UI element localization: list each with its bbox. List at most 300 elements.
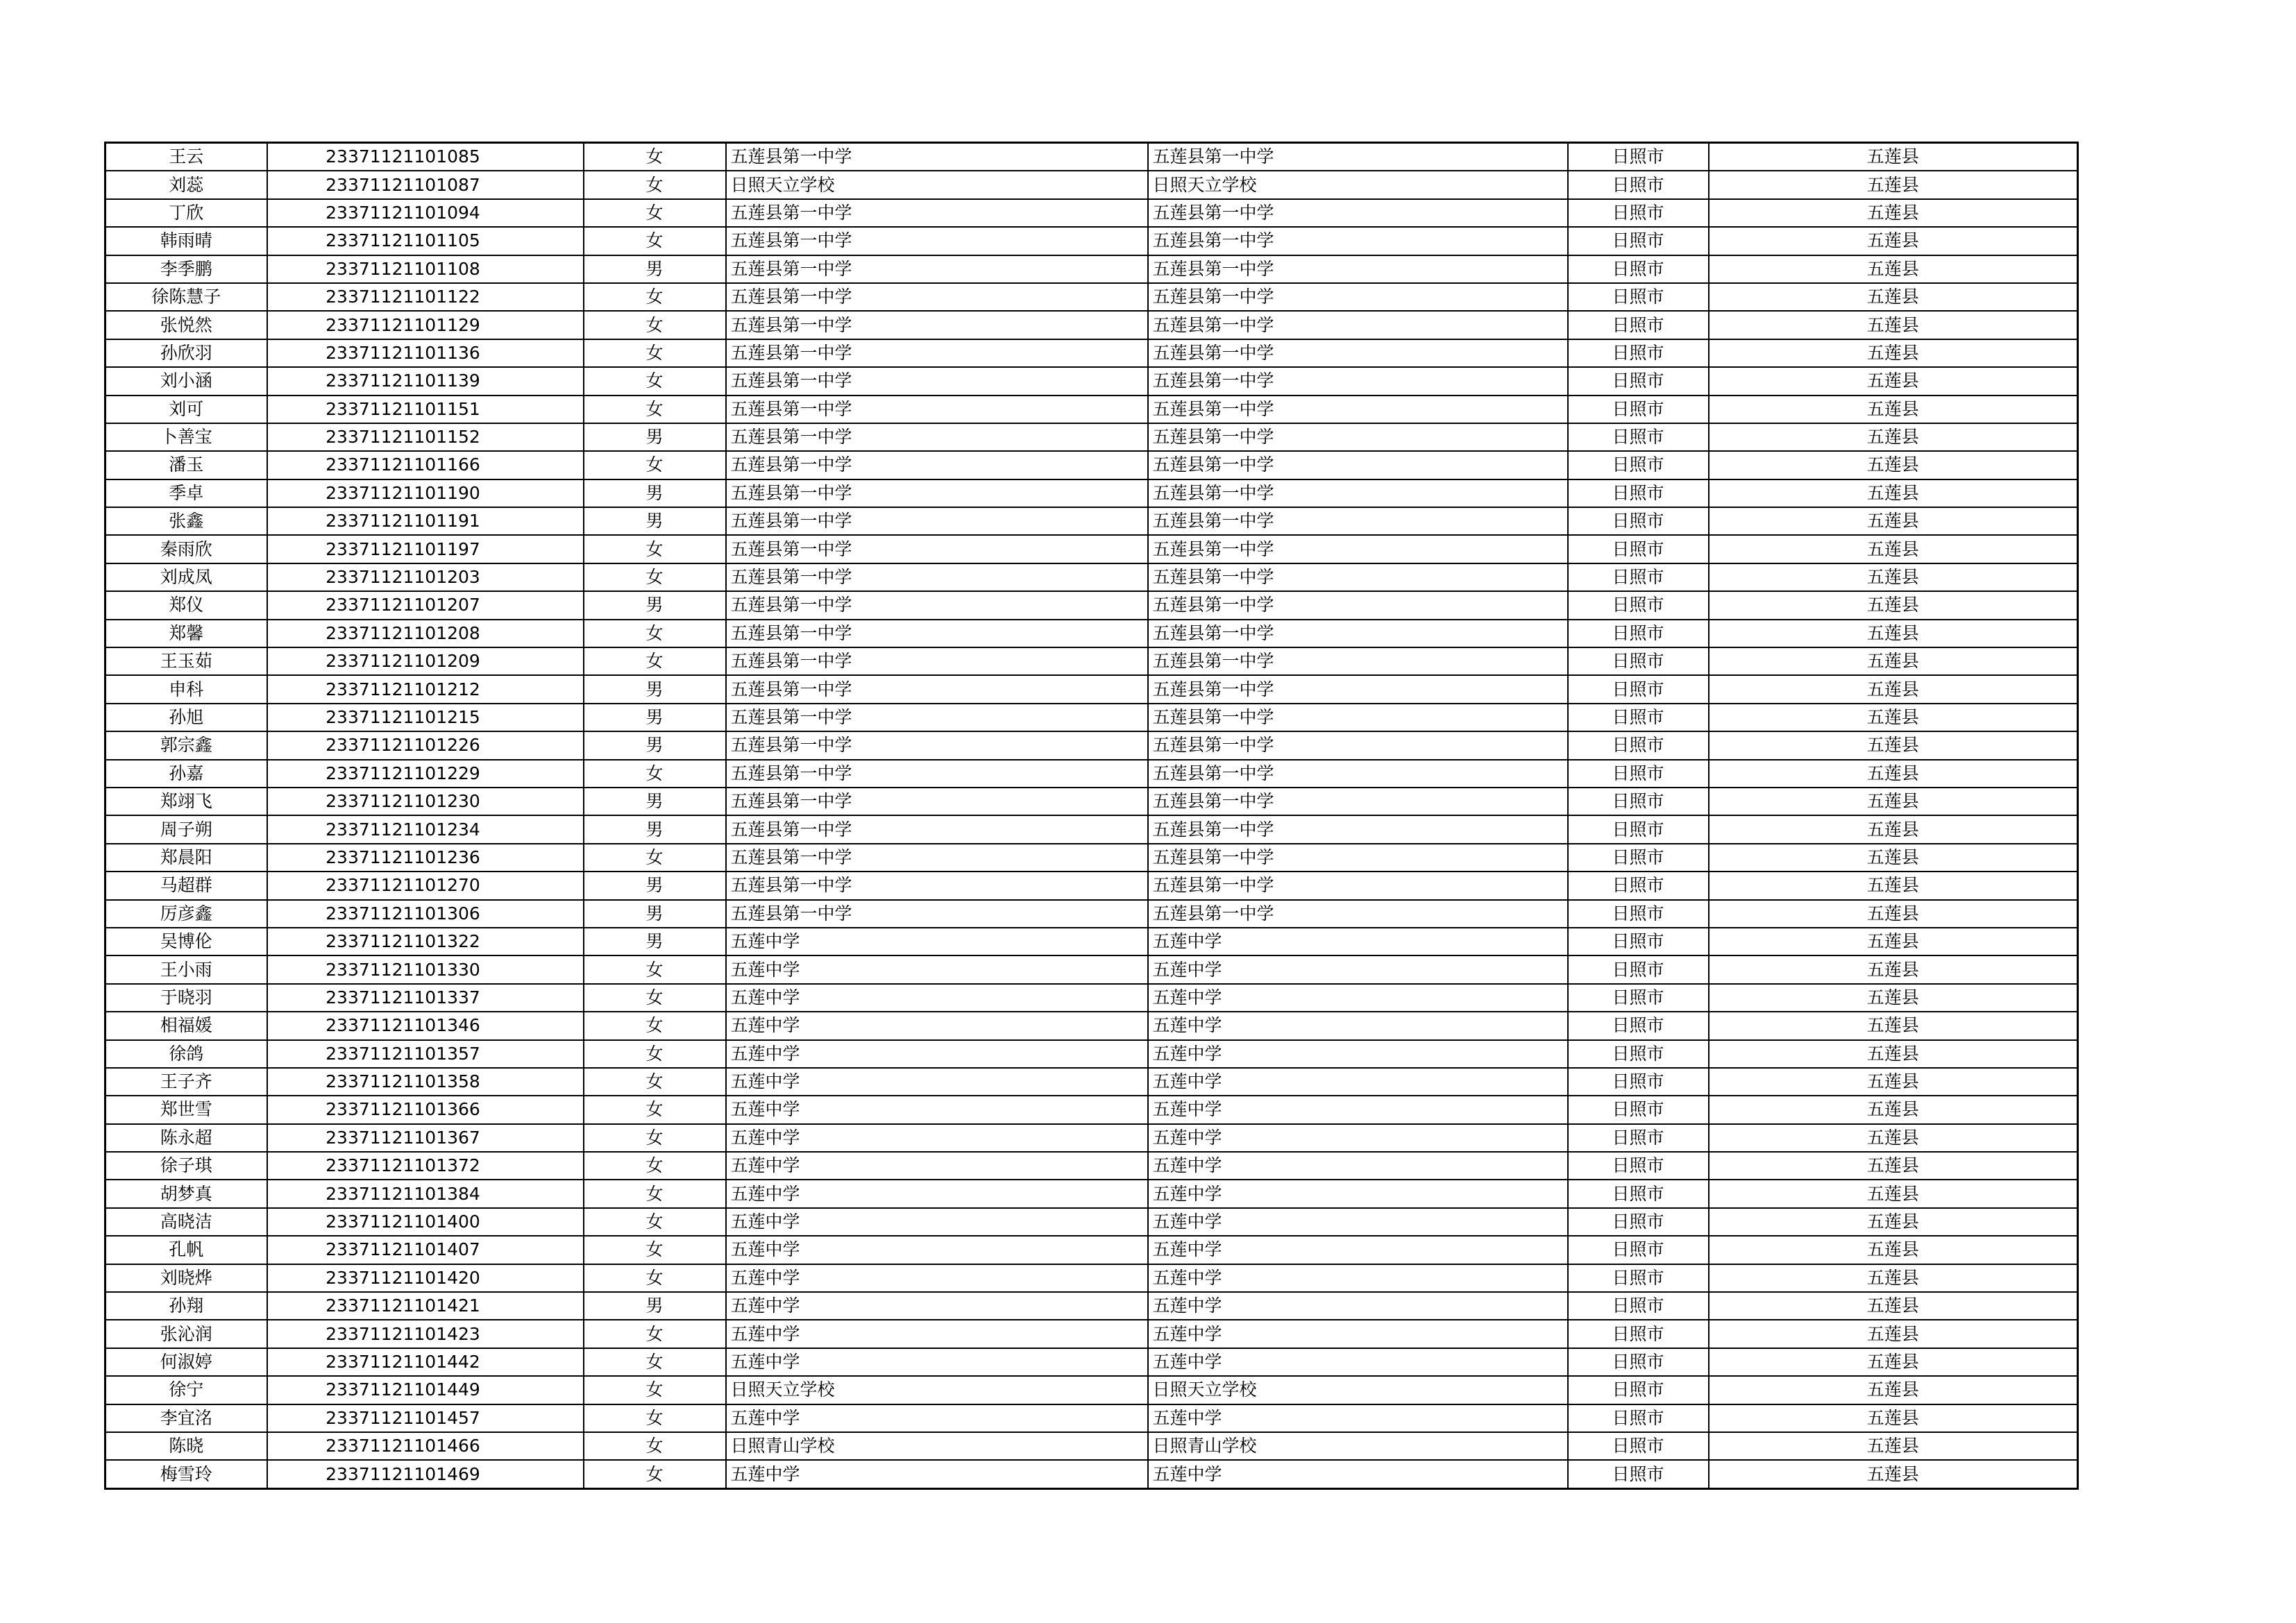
registration-school-cell: 五莲县第一中学: [1148, 563, 1568, 591]
name-cell: 郑晨阳: [105, 844, 267, 872]
gender-cell: 女: [584, 1180, 726, 1207]
registration-school-cell: 五莲中学: [1148, 928, 1568, 955]
county-cell: 五莲县: [1709, 1040, 2078, 1068]
city-cell: 日照市: [1568, 900, 1709, 928]
gender-cell: 男: [584, 423, 726, 451]
school-cell: 五莲县第一中学: [726, 507, 1148, 535]
gender-cell: 女: [584, 1068, 726, 1096]
county-cell: 五莲县: [1709, 171, 2078, 198]
county-cell: 五莲县: [1709, 227, 2078, 255]
name-cell: 刘蕊: [105, 171, 267, 198]
exam-id-cell: 23371121101203: [267, 563, 584, 591]
registration-school-cell: 五莲县第一中学: [1148, 143, 1568, 171]
city-cell: 日照市: [1568, 451, 1709, 479]
city-cell: 日照市: [1568, 1152, 1709, 1180]
name-cell: 孙翔: [105, 1292, 267, 1320]
school-cell: 五莲县第一中学: [726, 760, 1148, 788]
gender-cell: 女: [584, 396, 726, 423]
city-cell: 日照市: [1568, 647, 1709, 675]
gender-cell: 男: [584, 872, 726, 899]
name-cell: 李宜洺: [105, 1404, 267, 1432]
school-cell: 五莲县第一中学: [726, 367, 1148, 395]
exam-id-cell: 23371121101449: [267, 1376, 584, 1404]
exam-id-cell: 23371121101442: [267, 1348, 584, 1376]
name-cell: 郑馨: [105, 620, 267, 647]
table-row: [105, 1432, 2078, 1460]
gender-cell: 女: [584, 311, 726, 339]
city-cell: 日照市: [1568, 984, 1709, 1012]
exam-id-cell: 23371121101270: [267, 872, 584, 899]
registration-school-cell: 五莲中学: [1148, 1012, 1568, 1039]
registration-school-cell: 五莲县第一中学: [1148, 788, 1568, 815]
school-cell: 五莲县第一中学: [726, 647, 1148, 675]
name-cell: 李季鹏: [105, 255, 267, 283]
exam-id-cell: 23371121101423: [267, 1320, 584, 1348]
city-cell: 日照市: [1568, 760, 1709, 788]
name-cell: 卜善宝: [105, 423, 267, 451]
school-cell: 五莲中学: [726, 1096, 1148, 1123]
gender-cell: 男: [584, 255, 726, 283]
gender-cell: 女: [584, 171, 726, 198]
registration-school-cell: 五莲县第一中学: [1148, 815, 1568, 843]
gender-cell: 女: [584, 620, 726, 647]
exam-id-cell: 23371121101230: [267, 788, 584, 815]
name-cell: 郭宗鑫: [105, 731, 267, 759]
city-cell: 日照市: [1568, 171, 1709, 198]
table-row: [105, 227, 2078, 255]
table-row: [105, 451, 2078, 479]
school-cell: 五莲中学: [726, 1180, 1148, 1207]
county-cell: 五莲县: [1709, 1292, 2078, 1320]
school-cell: 五莲县第一中学: [726, 563, 1148, 591]
exam-id-cell: 23371121101457: [267, 1404, 584, 1432]
school-cell: 五莲中学: [726, 1460, 1148, 1488]
county-cell: 五莲县: [1709, 255, 2078, 283]
school-cell: 日照天立学校: [726, 1376, 1148, 1404]
table-row: [105, 984, 2078, 1012]
city-cell: 日照市: [1568, 591, 1709, 619]
exam-id-cell: 23371121101234: [267, 815, 584, 843]
registration-school-cell: 五莲中学: [1148, 1152, 1568, 1180]
table-row: [105, 815, 2078, 843]
school-cell: 五莲县第一中学: [726, 535, 1148, 563]
county-cell: 五莲县: [1709, 1376, 2078, 1404]
county-cell: 五莲县: [1709, 844, 2078, 872]
exam-id-cell: 23371121101421: [267, 1292, 584, 1320]
table-row: [105, 1012, 2078, 1039]
gender-cell: 女: [584, 1376, 726, 1404]
school-cell: 五莲县第一中学: [726, 423, 1148, 451]
gender-cell: 女: [584, 984, 726, 1012]
table-row: [105, 704, 2078, 731]
county-cell: 五莲县: [1709, 984, 2078, 1012]
exam-id-cell: 23371121101094: [267, 199, 584, 227]
exam-id-cell: 23371121101122: [267, 283, 584, 311]
county-cell: 五莲县: [1709, 1320, 2078, 1348]
exam-id-cell: 23371121101151: [267, 396, 584, 423]
county-cell: 五莲县: [1709, 311, 2078, 339]
table-row: [105, 1320, 2078, 1348]
gender-cell: 女: [584, 1264, 726, 1292]
table-row: [105, 788, 2078, 815]
gender-cell: 男: [584, 900, 726, 928]
table-row: [105, 283, 2078, 311]
city-cell: 日照市: [1568, 1236, 1709, 1264]
table-row: [105, 171, 2078, 198]
name-cell: 刘晓烨: [105, 1264, 267, 1292]
exam-id-cell: 23371121101337: [267, 984, 584, 1012]
city-cell: 日照市: [1568, 815, 1709, 843]
exam-id-cell: 23371121101226: [267, 731, 584, 759]
county-cell: 五莲县: [1709, 1068, 2078, 1096]
exam-id-cell: 23371121101469: [267, 1460, 584, 1488]
gender-cell: 男: [584, 507, 726, 535]
registration-school-cell: 五莲县第一中学: [1148, 311, 1568, 339]
registration-school-cell: 五莲县第一中学: [1148, 199, 1568, 227]
name-cell: 孙欣羽: [105, 339, 267, 367]
city-cell: 日照市: [1568, 423, 1709, 451]
school-cell: 五莲中学: [726, 1320, 1148, 1348]
name-cell: 徐宁: [105, 1376, 267, 1404]
name-cell: 陈永超: [105, 1124, 267, 1152]
school-cell: 五莲中学: [726, 1124, 1148, 1152]
gender-cell: 女: [584, 1404, 726, 1432]
registration-school-cell: 五莲县第一中学: [1148, 396, 1568, 423]
school-cell: 五莲中学: [726, 955, 1148, 983]
name-cell: 申科: [105, 675, 267, 703]
name-cell: 高晓洁: [105, 1208, 267, 1236]
exam-id-cell: 23371121101215: [267, 704, 584, 731]
name-cell: 孙旭: [105, 704, 267, 731]
exam-id-cell: 23371121101191: [267, 507, 584, 535]
school-cell: 五莲县第一中学: [726, 872, 1148, 899]
school-cell: 五莲中学: [726, 928, 1148, 955]
city-cell: 日照市: [1568, 199, 1709, 227]
exam-id-cell: 23371121101152: [267, 423, 584, 451]
school-cell: 五莲县第一中学: [726, 227, 1148, 255]
school-cell: 五莲县第一中学: [726, 704, 1148, 731]
name-cell: 徐子琪: [105, 1152, 267, 1180]
gender-cell: 男: [584, 1292, 726, 1320]
county-cell: 五莲县: [1709, 900, 2078, 928]
registration-school-cell: 五莲中学: [1148, 1180, 1568, 1207]
registration-school-cell: 五莲中学: [1148, 1404, 1568, 1432]
gender-cell: 女: [584, 563, 726, 591]
registration-school-cell: 五莲县第一中学: [1148, 760, 1568, 788]
registration-school-cell: 五莲县第一中学: [1148, 900, 1568, 928]
city-cell: 日照市: [1568, 563, 1709, 591]
city-cell: 日照市: [1568, 1180, 1709, 1207]
name-cell: 刘可: [105, 396, 267, 423]
gender-cell: 女: [584, 1124, 726, 1152]
table-row: [105, 675, 2078, 703]
registration-school-cell: 五莲中学: [1148, 955, 1568, 983]
school-cell: 五莲中学: [726, 1012, 1148, 1039]
school-cell: 五莲中学: [726, 1152, 1148, 1180]
county-cell: 五莲县: [1709, 199, 2078, 227]
city-cell: 日照市: [1568, 1040, 1709, 1068]
exam-id-cell: 23371121101358: [267, 1068, 584, 1096]
gender-cell: 女: [584, 1096, 726, 1123]
registration-school-cell: 五莲县第一中学: [1148, 675, 1568, 703]
registration-school-cell: 五莲中学: [1148, 1208, 1568, 1236]
gender-cell: 女: [584, 647, 726, 675]
table-row: [105, 760, 2078, 788]
gender-cell: 男: [584, 788, 726, 815]
gender-cell: 女: [584, 1432, 726, 1460]
city-cell: 日照市: [1568, 507, 1709, 535]
table-row: [105, 1348, 2078, 1376]
registration-school-cell: 五莲县第一中学: [1148, 647, 1568, 675]
gender-cell: 女: [584, 199, 726, 227]
school-cell: 五莲县第一中学: [726, 479, 1148, 507]
exam-id-cell: 23371121101105: [267, 227, 584, 255]
school-cell: 五莲县第一中学: [726, 283, 1148, 311]
table-row: [105, 143, 2078, 171]
county-cell: 五莲县: [1709, 143, 2078, 171]
county-cell: 五莲县: [1709, 563, 2078, 591]
exam-id-cell: 23371121101466: [267, 1432, 584, 1460]
table-row: [105, 620, 2078, 647]
gender-cell: 女: [584, 283, 726, 311]
table-row: [105, 1180, 2078, 1207]
county-cell: 五莲县: [1709, 423, 2078, 451]
school-cell: 五莲中学: [726, 1292, 1148, 1320]
name-cell: 郑翊飞: [105, 788, 267, 815]
table-row: [105, 591, 2078, 619]
gender-cell: 女: [584, 1320, 726, 1348]
school-cell: 五莲县第一中学: [726, 451, 1148, 479]
county-cell: 五莲县: [1709, 1208, 2078, 1236]
name-cell: 周子朔: [105, 815, 267, 843]
county-cell: 五莲县: [1709, 1460, 2078, 1488]
name-cell: 于晓羽: [105, 984, 267, 1012]
school-cell: 五莲县第一中学: [726, 311, 1148, 339]
exam-id-cell: 23371121101207: [267, 591, 584, 619]
gender-cell: 男: [584, 815, 726, 843]
city-cell: 日照市: [1568, 1264, 1709, 1292]
name-cell: 潘玉: [105, 451, 267, 479]
gender-cell: 男: [584, 928, 726, 955]
name-cell: 王子齐: [105, 1068, 267, 1096]
exam-id-cell: 23371121101197: [267, 535, 584, 563]
name-cell: 季卓: [105, 479, 267, 507]
county-cell: 五莲县: [1709, 1124, 2078, 1152]
table-row: [105, 900, 2078, 928]
county-cell: 五莲县: [1709, 283, 2078, 311]
registration-school-cell: 五莲县第一中学: [1148, 227, 1568, 255]
city-cell: 日照市: [1568, 1460, 1709, 1488]
table-row: [105, 563, 2078, 591]
school-cell: 五莲中学: [726, 1068, 1148, 1096]
school-cell: 五莲县第一中学: [726, 788, 1148, 815]
city-cell: 日照市: [1568, 844, 1709, 872]
gender-cell: 女: [584, 143, 726, 171]
name-cell: 张鑫: [105, 507, 267, 535]
exam-id-cell: 23371121101322: [267, 928, 584, 955]
gender-cell: 女: [584, 1348, 726, 1376]
registration-school-cell: 五莲中学: [1148, 1236, 1568, 1264]
name-cell: 韩雨晴: [105, 227, 267, 255]
name-cell: 郑仪: [105, 591, 267, 619]
table-row: [105, 311, 2078, 339]
exam-id-cell: 23371121101212: [267, 675, 584, 703]
table-row: [105, 535, 2078, 563]
county-cell: 五莲县: [1709, 1236, 2078, 1264]
table-row: [105, 1152, 2078, 1180]
registration-school-cell: 五莲县第一中学: [1148, 339, 1568, 367]
city-cell: 日照市: [1568, 227, 1709, 255]
name-cell: 孔帆: [105, 1236, 267, 1264]
name-cell: 相福媛: [105, 1012, 267, 1039]
name-cell: 王玉茹: [105, 647, 267, 675]
city-cell: 日照市: [1568, 675, 1709, 703]
exam-id-cell: 23371121101108: [267, 255, 584, 283]
gender-cell: 女: [584, 535, 726, 563]
registration-school-cell: 五莲县第一中学: [1148, 731, 1568, 759]
registration-school-cell: 五莲中学: [1148, 1068, 1568, 1096]
name-cell: 何淑婷: [105, 1348, 267, 1376]
name-cell: 厉彦鑫: [105, 900, 267, 928]
registration-school-cell: 五莲县第一中学: [1148, 507, 1568, 535]
registration-school-cell: 五莲县第一中学: [1148, 283, 1568, 311]
name-cell: 陈晓: [105, 1432, 267, 1460]
school-cell: 五莲县第一中学: [726, 143, 1148, 171]
county-cell: 五莲县: [1709, 1180, 2078, 1207]
county-cell: 五莲县: [1709, 339, 2078, 367]
county-cell: 五莲县: [1709, 367, 2078, 395]
name-cell: 王云: [105, 143, 267, 171]
table-row: [105, 1236, 2078, 1264]
name-cell: 梅雪玲: [105, 1460, 267, 1488]
name-cell: 马超群: [105, 872, 267, 899]
city-cell: 日照市: [1568, 1292, 1709, 1320]
exam-id-cell: 23371121101407: [267, 1236, 584, 1264]
gender-cell: 男: [584, 675, 726, 703]
name-cell: 郑世雪: [105, 1096, 267, 1123]
table-row: [105, 1208, 2078, 1236]
city-cell: 日照市: [1568, 928, 1709, 955]
school-cell: 五莲县第一中学: [726, 675, 1148, 703]
registration-school-cell: 五莲县第一中学: [1148, 620, 1568, 647]
registration-school-cell: 五莲县第一中学: [1148, 704, 1568, 731]
school-cell: 日照天立学校: [726, 171, 1148, 198]
school-cell: 五莲中学: [726, 1264, 1148, 1292]
school-cell: 五莲县第一中学: [726, 255, 1148, 283]
table-row: [105, 367, 2078, 395]
city-cell: 日照市: [1568, 1096, 1709, 1123]
county-cell: 五莲县: [1709, 591, 2078, 619]
city-cell: 日照市: [1568, 788, 1709, 815]
registration-school-cell: 五莲县第一中学: [1148, 535, 1568, 563]
table-row: [105, 507, 2078, 535]
city-cell: 日照市: [1568, 311, 1709, 339]
exam-id-cell: 23371121101366: [267, 1096, 584, 1123]
table-row: [105, 199, 2078, 227]
table-row: [105, 844, 2078, 872]
registration-school-cell: 五莲中学: [1148, 1348, 1568, 1376]
registration-school-cell: 五莲中学: [1148, 1096, 1568, 1123]
table-row: [105, 339, 2078, 367]
gender-cell: 女: [584, 955, 726, 983]
school-cell: 五莲中学: [726, 1236, 1148, 1264]
county-cell: 五莲县: [1709, 928, 2078, 955]
exam-id-cell: 23371121101372: [267, 1152, 584, 1180]
table-row: [105, 1068, 2078, 1096]
city-cell: 日照市: [1568, 1068, 1709, 1096]
county-cell: 五莲县: [1709, 731, 2078, 759]
county-cell: 五莲县: [1709, 1012, 2078, 1039]
table-row: [105, 423, 2078, 451]
exam-id-cell: 23371121101400: [267, 1208, 584, 1236]
exam-id-cell: 23371121101087: [267, 171, 584, 198]
registration-school-cell: 五莲县第一中学: [1148, 423, 1568, 451]
county-cell: 五莲县: [1709, 815, 2078, 843]
city-cell: 日照市: [1568, 535, 1709, 563]
county-cell: 五莲县: [1709, 1096, 2078, 1123]
registration-school-cell: 日照青山学校: [1148, 1432, 1568, 1460]
school-cell: 五莲县第一中学: [726, 815, 1148, 843]
registration-school-cell: 五莲中学: [1148, 1292, 1568, 1320]
city-cell: 日照市: [1568, 1012, 1709, 1039]
city-cell: 日照市: [1568, 872, 1709, 899]
gender-cell: 男: [584, 704, 726, 731]
school-cell: 五莲县第一中学: [726, 844, 1148, 872]
gender-cell: 女: [584, 367, 726, 395]
exam-id-cell: 23371121101190: [267, 479, 584, 507]
county-cell: 五莲县: [1709, 675, 2078, 703]
registration-school-cell: 五莲县第一中学: [1148, 451, 1568, 479]
table-row: [105, 1404, 2078, 1432]
school-cell: 五莲中学: [726, 1348, 1148, 1376]
city-cell: 日照市: [1568, 704, 1709, 731]
county-cell: 五莲县: [1709, 396, 2078, 423]
table-row: [105, 731, 2078, 759]
registration-school-cell: 日照天立学校: [1148, 1376, 1568, 1404]
exam-id-cell: 23371121101229: [267, 760, 584, 788]
gender-cell: 男: [584, 731, 726, 759]
name-cell: 张悦然: [105, 311, 267, 339]
gender-cell: 女: [584, 1152, 726, 1180]
gender-cell: 女: [584, 1040, 726, 1068]
school-cell: 五莲县第一中学: [726, 591, 1148, 619]
county-cell: 五莲县: [1709, 479, 2078, 507]
table-row: [105, 1292, 2078, 1320]
gender-cell: 女: [584, 1012, 726, 1039]
city-cell: 日照市: [1568, 1404, 1709, 1432]
city-cell: 日照市: [1568, 283, 1709, 311]
gender-cell: 女: [584, 227, 726, 255]
name-cell: 胡梦真: [105, 1180, 267, 1207]
registration-school-cell: 五莲县第一中学: [1148, 367, 1568, 395]
name-cell: 徐鸽: [105, 1040, 267, 1068]
school-cell: 五莲中学: [726, 984, 1148, 1012]
school-cell: 五莲中学: [726, 1404, 1148, 1432]
exam-id-cell: 23371121101236: [267, 844, 584, 872]
gender-cell: 女: [584, 844, 726, 872]
gender-cell: 女: [584, 1208, 726, 1236]
name-cell: 丁欣: [105, 199, 267, 227]
table-row: [105, 1264, 2078, 1292]
school-cell: 五莲中学: [726, 1208, 1148, 1236]
exam-id-cell: 23371121101384: [267, 1180, 584, 1207]
table-row: [105, 647, 2078, 675]
gender-cell: 女: [584, 1236, 726, 1264]
city-cell: 日照市: [1568, 255, 1709, 283]
city-cell: 日照市: [1568, 731, 1709, 759]
school-cell: 五莲县第一中学: [726, 900, 1148, 928]
registration-school-cell: 五莲中学: [1148, 1264, 1568, 1292]
